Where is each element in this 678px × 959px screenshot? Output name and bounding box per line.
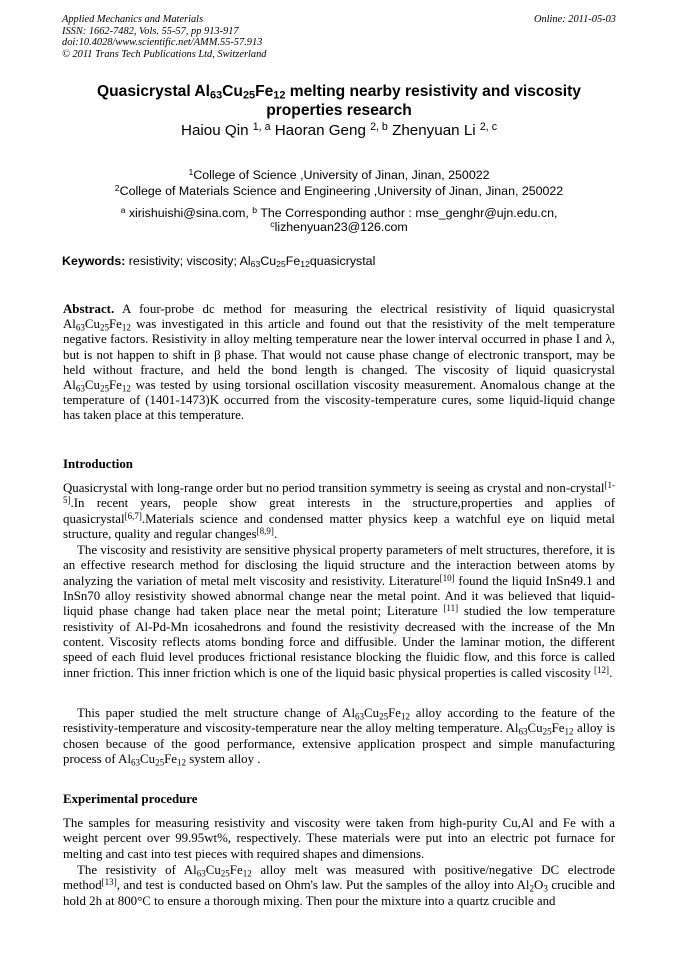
introduction-heading: Introduction [63,457,133,471]
introduction-paragraph-1: Quasicrystal with long-range order but no period transition symmetry is seeing as crystal and non-crystal[1-5].In recent years, people show great interests in the structure,properties and applies of quasicrystal[6,7].Materials science and condensed matter physics keep a watchful eye on liquid metal structure, quality and regular changes[8,9]. [63,479,615,542]
author-emails: $^a$ xirishuishi@sina.com, $^b$ The Corresponding author : mse_genghr@ujn.edu.cn, [120,205,558,220]
author-email-c: $^c$lizhenyuan23@126.com [270,219,408,234]
author-list: Haiou Qin $^{1, a}$ Haoran Geng $^{2, b}$ Zhenyuan Li $^{2, c}$ [180,121,498,139]
abstract-label: Abstract. [63,302,115,316]
keywords: Keywords: resistivity; viscosity; $Al_{63}Cu_{25}Fe_{12}quasicrystal$ [62,254,376,270]
keywords-label: Keywords: [62,254,126,268]
issn-line: ISSN: 1662-7482, Vols. 55-57, pp 913-917 [62,25,239,37]
copyright-line: © 2011 Trans Tech Publications Ltd, Switzerland [62,48,267,60]
author-name: Haiou Qin [180,122,253,139]
author-name: Zhenyuan Li [387,122,480,139]
title-line-1: Quasicrystal $Al_{63}Cu_{25}Fe_{12}$ melting nearby resistivity and viscosity [97,83,581,102]
affiliation-2: $^2$College of Materials Science and Engineering ,University of Jinan, Jinan, 250022 [114,183,564,198]
experimental-heading: Experimental procedure [63,792,198,806]
affiliation-1: $^1$College of Science ,University of Jinan, Jinan, 250022 [188,167,490,182]
abstract: Abstract. A four-probe dc method for measuring the electrical resistivity of liquid quasicrystal $Al_{63}Cu_{25}Fe_{12}$ was investigated in this article and found out that the resistivity of the melt temperature negative factors. Resistivity in alloy melting temperature near the lower interval occurred in phase I and λ, but is not happen to shift in β phase. That would not cause phase change of electronic transport, may be held without fracture, and held the bond length is changed. The viscosity of liquid quasicrystal $Al_{63}Cu_{25}Fe_{12}$ was tested by using torsional oscillation viscosity measurement. Anomalous change at the temperature of (1401-1473)K occurred from the viscosity-temperature cures, some liquid-liquid change has taken place at this temperature. [63,302,615,423]
journal-name: Applied Mechanics and Materials [62,14,204,25]
journal-header [62,14,616,60]
title-line-2: properties research [266,102,412,119]
online-date: Online: 2011-05-03 [533,14,616,25]
experimental-paragraph-1: The samples for measuring resistivity and viscosity were taken from high-purity Cu,Al and Fe with a weight percent over 99.95wt%, respectively. These materials were put into an electric pot furnace for melting and cast into test pieces with required shapes and dimensions. [63,816,615,861]
introduction-paragraph-3: This paper studied the melt structure change of $Al_{63}Cu_{25}Fe_{12}$ alloy according to the feature of the resistivity-temperature and viscosity-temperature near the alloy melting temperature. $Al_{63}Cu_{25}Fe_{12}$ alloy is chosen because of the good performance, extensive application prospect and simple manufacturing process of $Al_{63}Cu_{25}Fe_{12}$ system alloy . [63,706,615,768]
author-name: Haoran Geng [270,122,371,139]
experimental-paragraph-2: The resistivity of $Al_{63}Cu_{25}Fe_{12}$ alloy melt was measured with positive/negative DC electrode method[13], and test is conducted based on Ohm's law. Put the samples of the alloy into $Al_2O_3$ crucible and hold 2h at 800°C to ensure a thorough mixing. Then pour the mixture into a quartz crucible and [63,863,615,908]
paper-title [62,82,616,120]
doi-line: doi:10.4028/www.scientific.net/AMM.55-57.913 [62,37,263,49]
introduction-paragraph-2: The viscosity and resistivity are sensitive physical property parameters of melt structures, therefore, it is an effective research method for disclosing the liquid structure and the interaction between atoms by analyzing the variation of metal melt viscosity and resistivity. Literature[10] found the liquid InSn49.1 and InSn70 alloy resistivity showed abnormal change near the metal point. And it was believed that liquid-liquid phase change had taken place near the metal point; Literature [11] studied the low temperature resistivity of Al-Pd-Mn icosahedrons and found the resistivity decreased with the increase of the Mn content. Viscosity reflects atoms bonding force and diffusible. Under the laminar motion, the different speed of each fluid level produces frictional resistance blocking the fluidic flow, and this force is called inner friction. This inner friction which is one of the liquid basic physical properties is called viscosity [12]. [63,543,616,680]
